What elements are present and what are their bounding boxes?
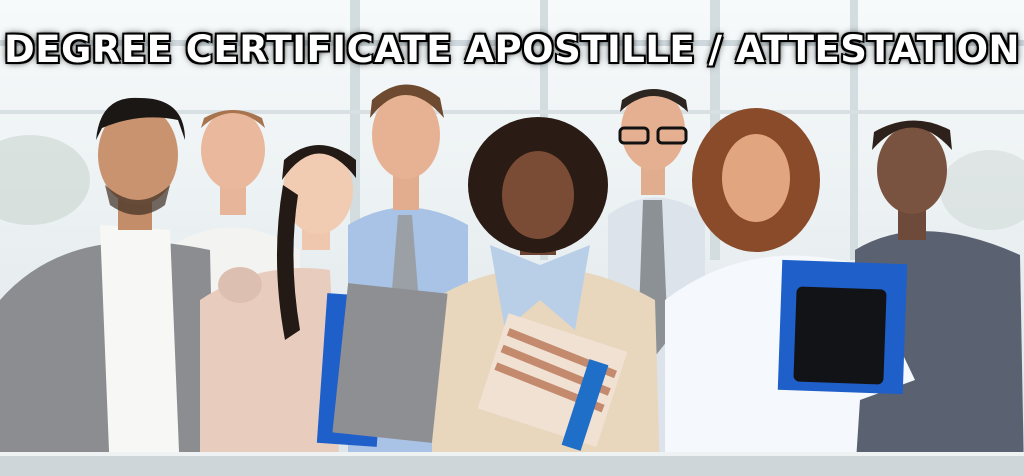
banner-headline: DEGREE CERTIFICATE APOSTILLE / ATTESTATION	[3, 28, 1021, 71]
folder-blue-right	[778, 260, 907, 394]
railing	[0, 452, 1024, 476]
folder-blue-stack	[317, 283, 448, 447]
